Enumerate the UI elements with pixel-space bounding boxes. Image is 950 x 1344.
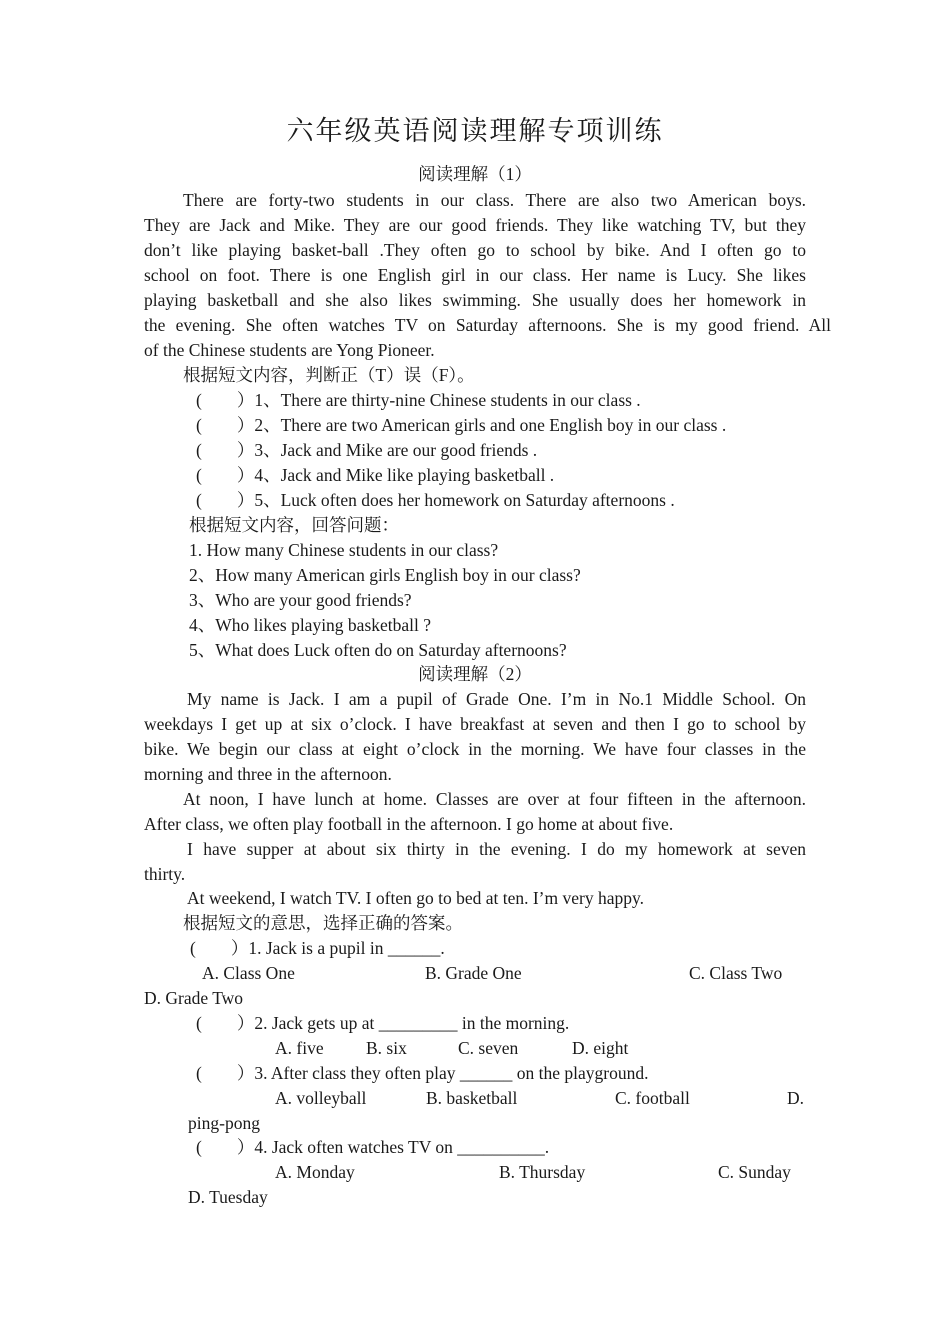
qa-instruction: 根据短文内容，回答问题： bbox=[189, 515, 399, 535]
passage2-line: morning and three in the afternoon. bbox=[144, 764, 392, 784]
mc-option: B. basketball bbox=[426, 1088, 518, 1108]
section2-heading: 阅读理解（2） bbox=[418, 664, 532, 684]
passage1-line: school on foot. There is one English girl in our class. Her name is Lucy. She likes bbox=[144, 265, 806, 285]
mc-option: C. Class Two bbox=[689, 963, 783, 983]
page-title: 六年级英语阅读理解专项训练 bbox=[286, 116, 664, 146]
mc-option: B. Grade One bbox=[425, 963, 522, 983]
mc-question-stem: ( ）2. Jack gets up at _________ in the morning. bbox=[196, 1013, 570, 1033]
passage2-line: weekdays I get up at six o’clock. I have breakfast at seven and then I go to school by bbox=[144, 714, 806, 734]
mc-option-continued: ping-pong bbox=[188, 1113, 260, 1133]
section1-heading: 阅读理解（1） bbox=[418, 164, 532, 184]
passage2-line: bike. We begin our class at eight o’clock in the morning. We have four classes in the bbox=[144, 739, 806, 759]
passage1-line: There are forty-two students in our class. There are also two American boys. bbox=[183, 190, 806, 210]
passage2-line: thirty. bbox=[144, 864, 186, 884]
passage2-line: I have supper at about six thirty in the evening. I do my homework at seven bbox=[187, 839, 806, 859]
tf-instruction: 根据短文内容，判断正（T）误（F）。 bbox=[183, 365, 475, 385]
qa-item: 5、What does Luck often do on Saturday afternoons? bbox=[189, 640, 567, 660]
qa-item: 4、Who likes playing basketball ? bbox=[189, 615, 432, 635]
mc-option: A. volleyball bbox=[275, 1088, 367, 1108]
mc-option: D. Tuesday bbox=[188, 1187, 268, 1207]
passage1-line: don’t like playing basket-ball .They often go to school by bike. And I often go to bbox=[144, 240, 806, 260]
passage2-line: At weekend, I watch TV. I often go to bed at ten. I’m very happy. bbox=[187, 888, 644, 908]
qa-item: 3、Who are your good friends? bbox=[189, 590, 412, 610]
mc-question-stem: ( ）1. Jack is a pupil in ______. bbox=[190, 938, 445, 958]
passage2-line: After class, we often play football in the afternoon. I go home at about five. bbox=[144, 814, 674, 834]
passage2-line: My name is Jack. I am a pupil of Grade One. I’m in No.1 Middle School. On bbox=[187, 689, 806, 709]
passage1-line: the evening. She often watches TV on Saturday afternoons. She is my good friend. All bbox=[144, 315, 831, 335]
mc-option: B. six bbox=[366, 1038, 407, 1058]
mc-option: C. Sunday bbox=[718, 1162, 791, 1182]
mc-option: C. football bbox=[615, 1088, 690, 1108]
passage1-line: playing basketball and she also likes swimming. She usually does her homework in bbox=[144, 290, 806, 310]
tf-item: ( ）2、There are two American girls and one English boy in our class . bbox=[196, 415, 727, 435]
mc-option: D. Grade Two bbox=[144, 988, 244, 1008]
mc-option: A. five bbox=[275, 1038, 324, 1058]
mc-option: D. eight bbox=[572, 1038, 629, 1058]
mc-question-stem: ( ）3. After class they often play ______ on the playground. bbox=[196, 1063, 649, 1083]
mc-question-stem: ( ）4. Jack often watches TV on __________. bbox=[196, 1137, 550, 1157]
passage2-line: At noon, I have lunch at home. Classes are over at four fifteen in the afternoon. bbox=[183, 789, 806, 809]
passage1-line: They are Jack and Mike. They are our good friends. They like watching TV, but they bbox=[144, 215, 806, 235]
tf-item: ( ）5、Luck often does her homework on Saturday afternoons . bbox=[196, 490, 675, 510]
mc-option: C. seven bbox=[458, 1038, 519, 1058]
mc-option: B. Thursday bbox=[499, 1162, 586, 1182]
mc-instruction: 根据短文的意思，选择正确的答案。 bbox=[183, 913, 463, 933]
qa-item: 2、How many American girls English boy in our class? bbox=[189, 565, 581, 585]
tf-item: ( ）3、Jack and Mike are our good friends . bbox=[196, 440, 538, 460]
mc-option: A. Class One bbox=[202, 963, 295, 983]
qa-item: 1. How many Chinese students in our class? bbox=[189, 540, 499, 560]
mc-option: A. Monday bbox=[275, 1162, 355, 1182]
tf-item: ( ）1、There are thirty-nine Chinese students in our class . bbox=[196, 390, 641, 410]
tf-item: ( ）4、Jack and Mike like playing basketball . bbox=[196, 465, 555, 485]
mc-option: D. bbox=[787, 1088, 805, 1108]
passage1-line: of the Chinese students are Yong Pioneer. bbox=[144, 340, 435, 360]
